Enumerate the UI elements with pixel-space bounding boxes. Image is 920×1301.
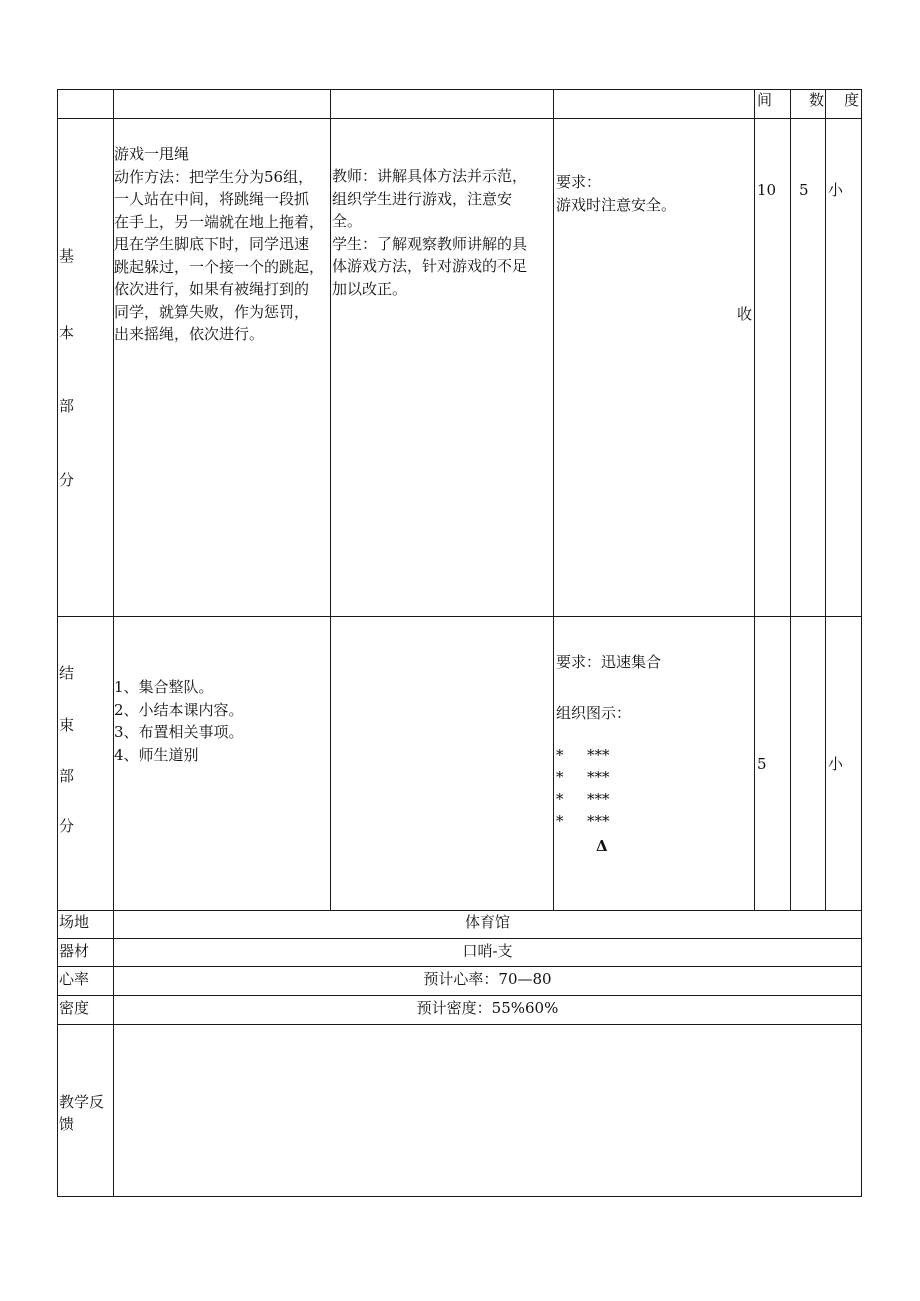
density-value: 预计密度：55%60%	[416, 999, 559, 1017]
end-content	[114, 676, 330, 766]
content-line: 一人站在中间，将跳绳一段抓	[114, 190, 310, 208]
method-line: 体游戏方法，针对游戏的不足	[332, 257, 528, 275]
venue-label: 场地	[59, 913, 90, 931]
formation-marker: *	[556, 768, 564, 786]
content-line: 依次进行，如果有被绳打到的	[114, 280, 310, 298]
content-line: 动作方法：把学生分为56组，	[114, 167, 314, 186]
teacher-symbol: Δ	[596, 837, 608, 855]
org-line: 要求：	[556, 173, 602, 191]
method-line: 学生：了解观察教师讲解的具	[332, 234, 528, 253]
basic-count: 5	[799, 181, 809, 199]
method-line: 全。	[332, 212, 363, 230]
basic-organization	[556, 171, 754, 216]
content-line: 3、布置相关事项。	[114, 723, 244, 741]
formation-marker: *	[556, 746, 564, 764]
method-line: 组织学生进行游戏，注意安	[332, 189, 513, 208]
heart-rate-value: 预计心率：70—80	[423, 970, 552, 988]
basic-label-char: 基	[59, 247, 75, 265]
content-line: 游戏一甩绳	[114, 145, 190, 163]
end-org-requirement: 要求：迅速集合	[556, 653, 662, 671]
header-time: 间	[757, 91, 773, 109]
content-line: 1、集合整队。	[114, 678, 214, 696]
method-line: 加以改正。	[332, 279, 408, 298]
header-intensity: 度	[844, 91, 860, 109]
end-intensity: 小	[828, 755, 844, 773]
basic-intensity: 小	[828, 181, 844, 199]
equipment-label: 器材	[59, 942, 90, 960]
content-line: 2、小结本课内容。	[114, 700, 244, 719]
basic-label-char: 部	[59, 397, 75, 415]
formation-group: ***	[587, 746, 610, 764]
end-label-char: 结	[59, 664, 75, 682]
content-line: 在手上，另一端就在地上拖着，	[114, 212, 325, 231]
end-label-char: 分	[59, 817, 75, 835]
content-line: 甩在学生脚底下时，同学迅速	[114, 235, 310, 253]
org-extra-char: 收	[737, 305, 753, 323]
formation-group: ***	[587, 790, 610, 808]
formation-marker: *	[556, 790, 564, 808]
end-label-char: 束	[59, 716, 75, 734]
heart-rate-label: 心率	[59, 970, 90, 988]
formation-marker: *	[556, 812, 564, 830]
feedback-label-line: 馈	[59, 1115, 75, 1133]
equipment-value: 口哨-支	[462, 942, 513, 960]
method-line: 教师：讲解具体方法并示范，	[332, 167, 528, 185]
feedback-label-line: 教学反	[59, 1093, 105, 1111]
content-line: 同学，就算失败，作为惩罚，	[114, 302, 310, 321]
basic-time: 10	[757, 181, 777, 199]
content-line: 跳起躲过，一个接一个的跳起，	[114, 257, 325, 276]
basic-label-char: 本	[59, 324, 75, 342]
end-time: 5	[757, 755, 767, 773]
venue-value: 体育馆	[464, 913, 510, 931]
basic-method	[332, 165, 553, 300]
end-label-char: 部	[59, 767, 75, 785]
content-line: 出来摇绳，依次进行。	[114, 325, 265, 343]
content-line: 4、师生道别	[114, 745, 199, 764]
org-line: 游戏时注意安全。	[556, 195, 677, 214]
density-label: 密度	[59, 999, 90, 1017]
header-count: 数	[809, 91, 825, 109]
formation-group: ***	[587, 768, 610, 786]
end-org-diagram-label: 组织图示：	[556, 704, 632, 722]
basic-label-char: 分	[59, 471, 75, 489]
formation-group: ***	[587, 812, 610, 830]
basic-content	[114, 143, 330, 346]
